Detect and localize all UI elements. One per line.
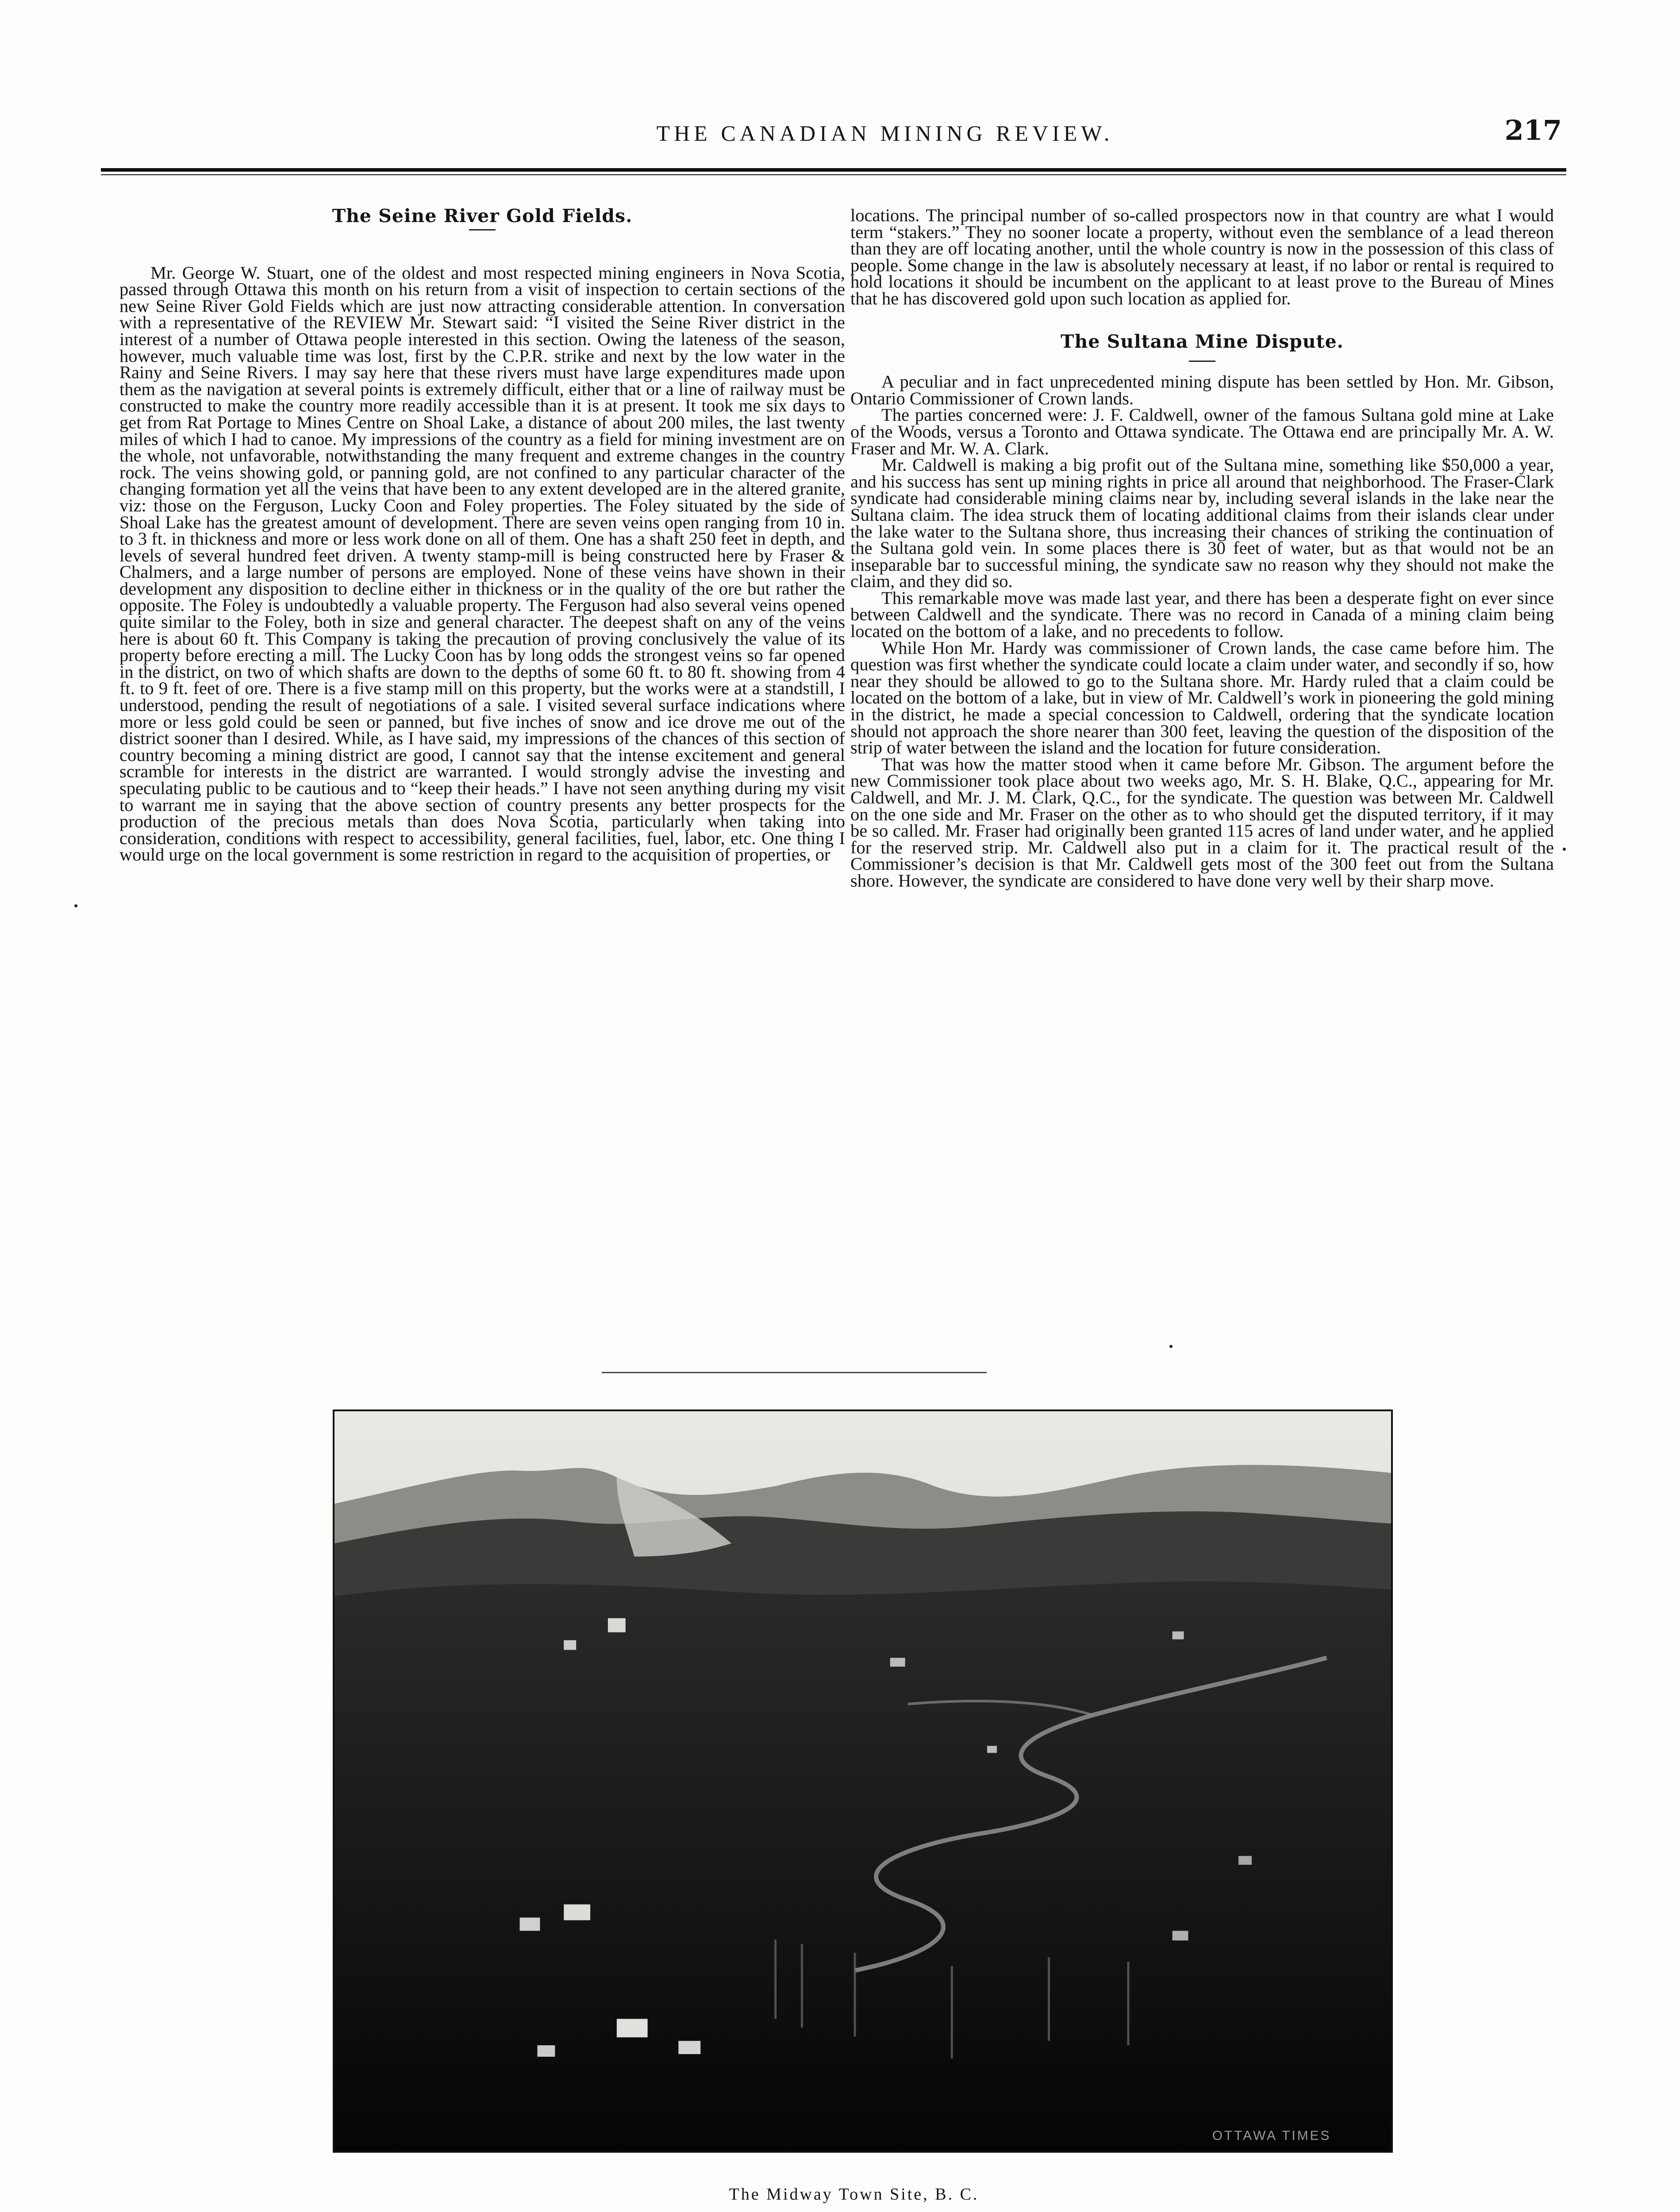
header-rule-thick xyxy=(101,168,1566,172)
landscape-photo-icon xyxy=(334,1411,1391,2151)
sultana-paragraph: A peculiar and in fact unprecedented mining dispute has been settled by Hon. Mr. Gibson, Ontario Commissioner of Crown lands. xyxy=(850,372,1554,408)
sultana-paragraph: The parties concerned were: J. F. Caldwell, owner of the famous Sultana gold mine at Lake of the Woods, versus a Toronto and Ottawa syndicate. The Ottawa end are principally Mr. A. W. Fraser and Mr. W. A. Clark. xyxy=(850,405,1554,458)
seine-article-continuation: locations. The principal number of so-called prospectors now in that country are what I would term “stakers.” They no sooner locate a property, without even the semblance of a lead thereon than they are off locating another, until the whole country is now in the possession of this class of people. Some change in the law is absolutely necessary at least, if no labor or rental is required to hold locations it should be incumbent on the applicant to at least prove to the Bureau of Mines that he has discovered gold upon such location as applied for. xyxy=(850,205,1554,308)
right-column xyxy=(850,207,1554,889)
page-number: 217 xyxy=(1504,114,1562,146)
print-speck xyxy=(74,904,77,907)
title-dash xyxy=(1189,361,1215,362)
title-dash xyxy=(469,229,496,230)
sultana-article-title: The Sultana Mine Dispute. xyxy=(1061,330,1344,352)
seine-article-title: The Seine River Gold Fields. xyxy=(332,205,633,227)
sultana-paragraph: While Hon Mr. Hardy was commissioner of Crown lands, the case came before him. The question was first whether the syndicate could locate a claim under water, and secondly if so, how near they should be allowed to go to the Sultana shore. Mr. Hardy ruled that a claim could be located on the bottom of a lake, but in view of Mr. Caldwell’s work in pioneering the gold mining in the district, he made a special concession to Caldwell, ordering that the syndicate location should not approach the shore nearer than 300 feet, leaving the question of the disposition of the strip of water between the island and the location for future consideration. xyxy=(850,637,1554,758)
running-title: THE CANADIAN MINING REVIEW. xyxy=(656,121,1114,146)
header-rule-thin xyxy=(101,174,1566,175)
seine-article-body: Mr. George W. Stuart, one of the oldest and most respected mining engineers in Nova Scotia, passed through Ottawa this month on his return from a visit of inspection to certain sections of the new Seine River Gold Fields which are just now attracting considerable attention. In conversation with a representative of the REVIEW Mr. Stewart said: “I visited the Seine River district in the interest of a number of Ottawa people interested in this section. Owing the lateness of the season, however, much valuable time was lost, first by the C.P.R. strike and next by the low water in the Rainy and Seine Rivers. I may say here that these rivers must have large expenditures made upon them as the navigation at several points is extremely difficult, either that or a line of railway must be constructed to make the country more readily accessible than it is at present. It took me six days to get from Rat Portage to Mines Centre on Shoal Lake, a distance of about 200 miles, the last twenty miles of which I had to canoe. My impressions of the country as a field for mining investment are on the whole, not unfavorable, notwithstanding the many frequent and extreme changes in the country rock. The veins showing gold, or panning gold, are not confined to any particular character of the changing formation yet all the veins that have been to any extent developed are in the altered granite, viz: those on the Ferguson, Lucky Coon and Foley properties. The Foley situated by the side of Shoal Lake has the greatest amount of development. There are seven veins open ranging from 10 in. to 3 ft. in thickness and more or less work done on all of them. One has a shaft 250 feet in depth, and levels of several hundred feet driven. A twenty stamp-mill is being constructed here by Fraser & Chalmers, and a large number of persons are employed. None of these veins have shown in their development any disposition to decline either in thickness or in the quality of the ore but rather the opposite. The Foley is undoubtedly a valuable property. The Ferguson had also several veins opened quite similar to the Foley, both in size and general character. The deepest shaft on any of the veins here is about 60 ft. This Company is taking the precaution of proving conclusively the value of its property before erecting a mill. The Lucky Coon has by long odds the strongest veins so far opened in the district, on two of which shafts are down to the depths of some 60 ft. to 80 ft. showing from 4 ft. to 9 ft. feet of ore. There is a five stamp mill on this property, but the works were at a standstill, I understood, pending the result of negotiations of a sale. I visited several surface indications where more or less gold could be seen or panned, but five inches of snow and ice drove me out of the district sooner than I desired. While, as I have said, my impressions of the chances of this section of country becoming a mining district are good, I cannot say that the intense excitement and general scramble for interests in the district are warranted. I would strongly advise the investing and speculating public to be cautious and to “keep their heads.” I have not seen anything during my visit to warrant me in saying that the above section of country presents any better prospects for the production of the precious metals than does Nova Scotia, particularly when taking into consideration, conditions with respect to accessibility, general facilities, fuel, labor, etc. One thing I would urge on the local government is some restriction in regard to the acquisition of properties, or xyxy=(119,262,845,865)
photo-caption: The Midway Town Site, B. C. xyxy=(729,2185,979,2204)
section-separator xyxy=(602,1372,987,1373)
town-site-photograph xyxy=(333,1409,1393,2153)
sultana-paragraph: That was how the matter stood when it came before Mr. Gibson. The argument before the new Commissioner took place about two weeks ago, Mr. S. H. Blake, Q.C., appearing for Mr. Caldwell, and Mr. J. M. Clark, Q.C., for the syndicate. The question was between Mr. Caldwell on the one side and Mr. Fraser on the other as to who should get the disputed territory, if it may be so called. Mr. Fraser had originally been granted 115 acres of land under water, and he applied for the reserved strip. Mr. Caldwell also put in a claim for it. The practical result of the Commissioner’s decision is that Mr. Caldwell gets most of the 300 feet out from the Sultana shore. However, the syndicate are considered to have done very well by their sharp move. xyxy=(850,754,1554,891)
svg-text:OTTAWA TIMES: OTTAWA TIMES xyxy=(1212,2128,1331,2143)
print-speck xyxy=(1169,1345,1173,1348)
print-speck xyxy=(1563,848,1566,851)
sultana-paragraph: This remarkable move was made last year, and there has been a desperate fight on ever since between Caldwell and the syndicate. There was no record in Canada of a mining claim being located on the bottom of a lake, and no precedents to follow. xyxy=(850,588,1554,641)
left-column xyxy=(119,205,845,865)
sultana-paragraph: Mr. Caldwell is making a big profit out of the Sultana mine, something like $50,000 a year, and his success has sent up mining rights in price all around that neighborhood. The Fraser-Clark syndicate had considerable mining claims near by, including several islands in the lake near the Sultana claim. The idea struck them of locating additional claims from their islands clear under the lake water to the Sultana shore, thus increasing their chances of striking the continuation of the Sultana gold vein. In some places there is 30 feet of water, but as that would not be an inseparable bar to successful mining, the syndicate saw no reason why they should not make the claim, and they did so. xyxy=(850,455,1554,591)
